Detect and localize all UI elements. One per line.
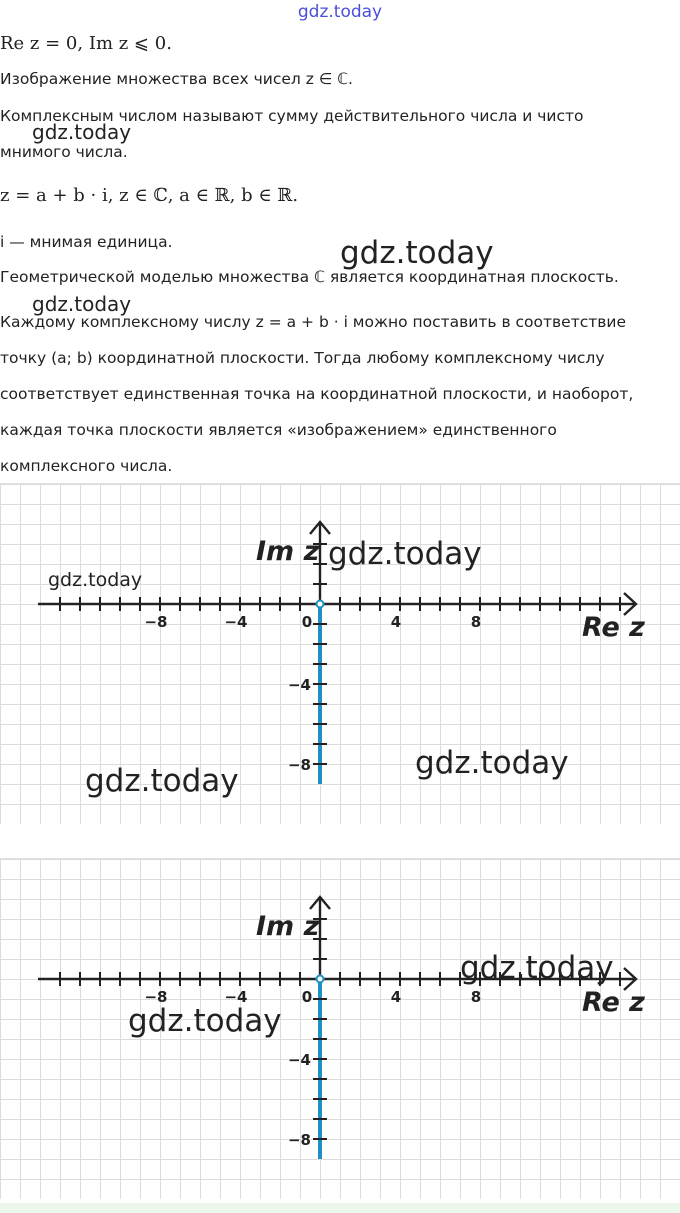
complex-plane-graph-1 bbox=[0, 483, 680, 824]
watermark: gdz.today bbox=[415, 745, 569, 781]
definition-line-1: Комплексным числом называют сумму действительного числа и чисто bbox=[0, 107, 584, 125]
watermark: gdz.today bbox=[340, 235, 494, 271]
coordinate-plane bbox=[0, 484, 680, 824]
bottom-strip bbox=[0, 1203, 680, 1213]
paragraph-line-3: соответствует единственная точка на координатной плоскости, и наоборот, bbox=[0, 385, 634, 403]
watermark: gdz.today bbox=[32, 120, 132, 144]
x-tick-label: −4 bbox=[224, 988, 248, 1006]
x-axis-label: Re z bbox=[582, 987, 645, 1018]
y-tick-label: −8 bbox=[287, 756, 311, 774]
y-tick-label: −4 bbox=[287, 1051, 311, 1069]
definition-line-2: мнимого числа. bbox=[0, 143, 128, 161]
x-tick-label: 0 bbox=[301, 613, 313, 631]
y-tick-label: −8 bbox=[287, 1131, 311, 1149]
x-tick-label: −8 bbox=[144, 988, 168, 1006]
origin-point bbox=[317, 976, 324, 983]
watermark: gdz.today bbox=[48, 569, 143, 591]
x-axis-label: Re z bbox=[582, 612, 645, 643]
x-tick-label: −4 bbox=[224, 613, 248, 631]
x-tick-label: 8 bbox=[470, 613, 482, 631]
y-axis-label: Im z bbox=[256, 911, 320, 942]
condition: Re z = 0, Im z ⩽ 0. bbox=[0, 33, 172, 54]
site-watermark: gdz.today bbox=[297, 2, 383, 22]
paragraph-line-2: точку (a; b) координатной плоскости. Тогда любому комплексному числу bbox=[0, 349, 605, 367]
origin-point bbox=[317, 601, 324, 608]
y-axis-label: Im z bbox=[256, 536, 320, 567]
watermark: gdz.today bbox=[85, 763, 239, 799]
imaginary-unit-text: i — мнимая единица. bbox=[0, 233, 173, 251]
watermark: gdz.today bbox=[328, 536, 482, 572]
paragraph-line-4: каждая точка плоскости является «изображением» единственного bbox=[0, 421, 557, 439]
paragraph-line-5: комплексного числа. bbox=[0, 457, 173, 475]
x-tick-label: −8 bbox=[144, 613, 168, 631]
coordinate-plane bbox=[0, 859, 680, 1199]
paragraph-line-1: Каждому комплексному числу z = a + b · i можно поставить в соответствие bbox=[0, 313, 627, 331]
formula: z = a + b · i, z ∈ ℂ, a ∈ ℝ, b ∈ ℝ. bbox=[0, 185, 299, 206]
intro-text: Изображение множества всех чисел z ∈ ℂ. bbox=[0, 70, 353, 88]
watermark: gdz.today bbox=[32, 292, 132, 316]
watermark: gdz.today bbox=[128, 1003, 282, 1039]
x-tick-label: 4 bbox=[390, 613, 402, 631]
x-tick-label: 0 bbox=[301, 988, 313, 1006]
x-tick-label: 4 bbox=[390, 988, 402, 1006]
geometric-model-text: Геометрической моделью множества ℂ является координатная плоскость. bbox=[0, 268, 619, 286]
complex-plane-graph-2 bbox=[0, 858, 680, 1199]
x-tick-label: 8 bbox=[470, 988, 482, 1006]
watermark: gdz.today bbox=[460, 950, 614, 986]
y-tick-label: −4 bbox=[287, 676, 311, 694]
